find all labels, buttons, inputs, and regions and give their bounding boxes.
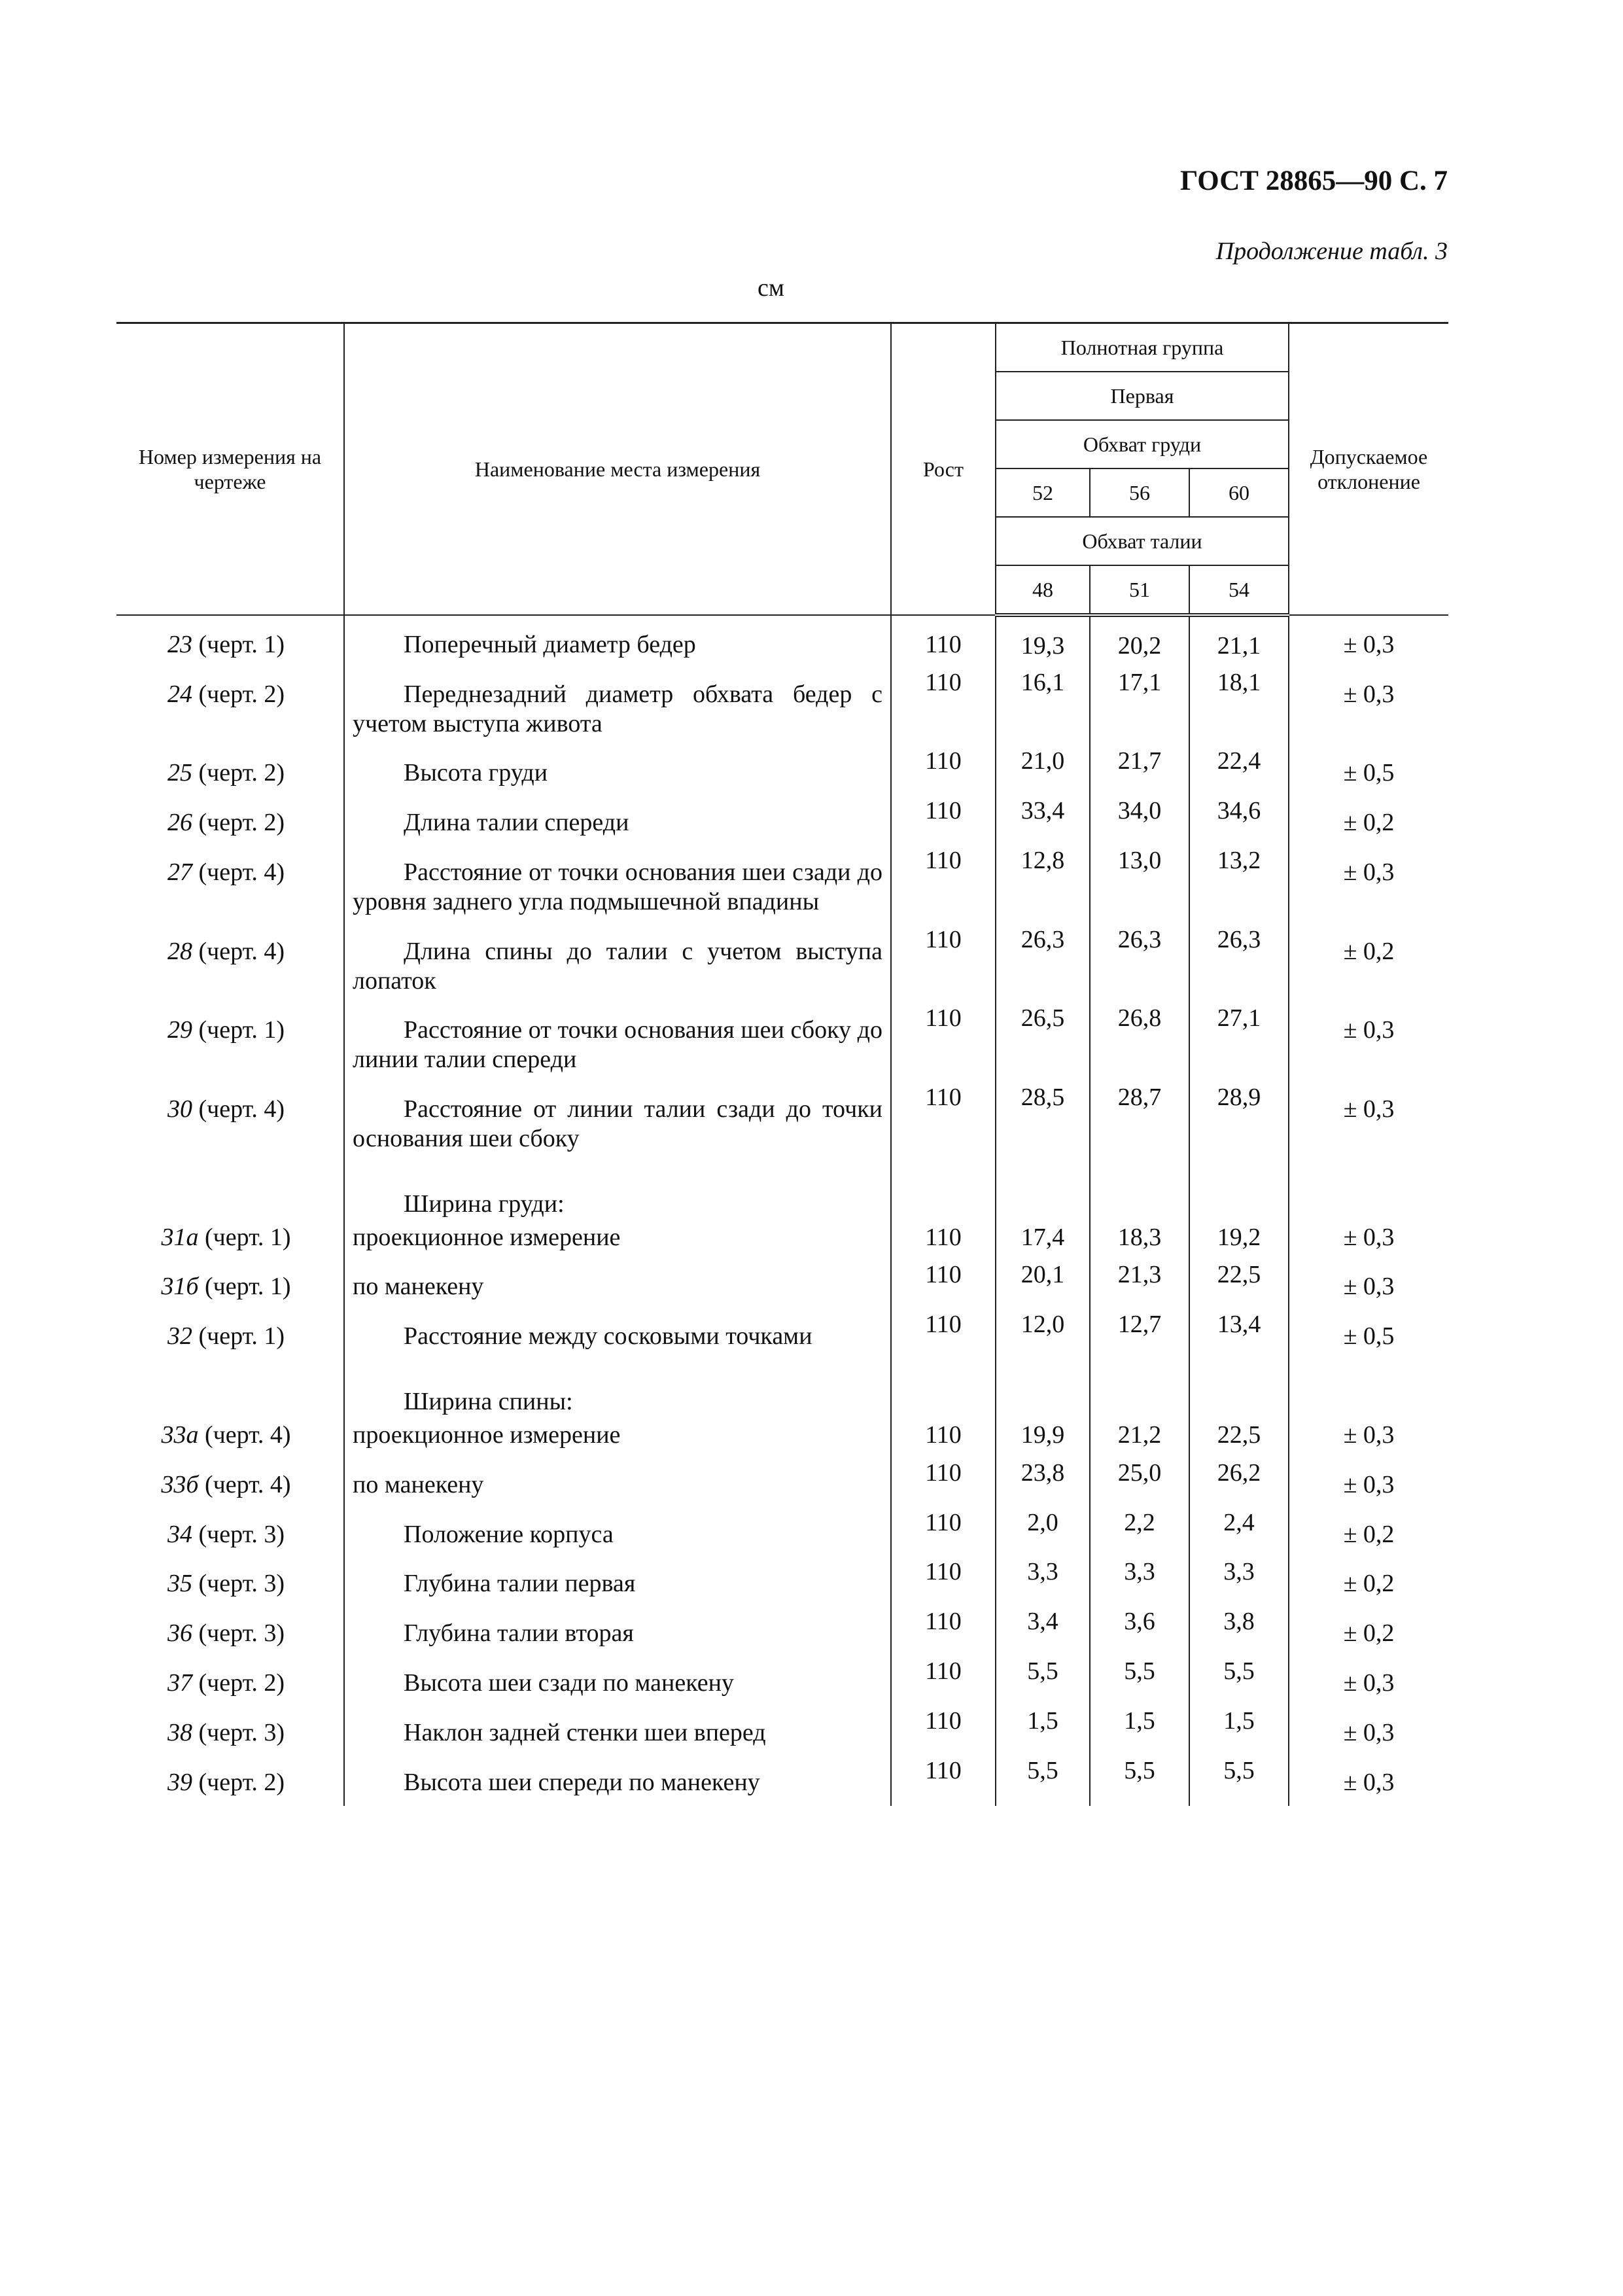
row-tolerance: ± 0,5: [1289, 1310, 1448, 1360]
header-waist-value: 48: [996, 565, 1090, 615]
row-value-2: 20,2: [1090, 615, 1189, 668]
row-number: [116, 1607, 344, 1657]
row-number: [116, 1508, 344, 1558]
measurement-number: 31б: [161, 1273, 199, 1301]
row-value-1: 17,4: [996, 1219, 1090, 1261]
header-chest: Обхват груди: [996, 420, 1289, 468]
row-name: Глубина талии первая: [344, 1557, 891, 1607]
row-value-1: 5,5: [996, 1657, 1090, 1706]
row-value-2: 34,0: [1090, 796, 1189, 846]
row-value-3: 18,1: [1189, 668, 1289, 747]
row-value-1: 33,4: [996, 796, 1090, 846]
row-number: [116, 1310, 344, 1360]
row-value-3: 21,1: [1189, 615, 1289, 668]
row-tolerance: ± 0,3: [1289, 1083, 1448, 1162]
measurement-number: 23: [167, 631, 192, 658]
row-number: [116, 1219, 344, 1261]
row-value-1: 12,0: [996, 1310, 1090, 1360]
row-height: 110: [891, 615, 996, 668]
row-number: [116, 615, 344, 668]
table-row: [116, 925, 1448, 1004]
row-height: 110: [891, 1219, 996, 1261]
row-name: по манекену: [344, 1458, 891, 1508]
row-number: [116, 1706, 344, 1756]
row-number: [116, 1458, 344, 1508]
measurement-number: 31а: [161, 1223, 199, 1251]
row-tolerance: ± 0,3: [1289, 1657, 1448, 1706]
row-height: 110: [891, 1557, 996, 1607]
row-height: 110: [891, 1004, 996, 1083]
measurement-number: 35: [167, 1570, 192, 1598]
row-value-1: 19,3: [996, 615, 1090, 668]
row-value-3: 22,4: [1189, 747, 1289, 796]
row-value-2: 21,2: [1090, 1417, 1189, 1458]
table-body: [116, 615, 1448, 1806]
header-chest-value: 52: [996, 468, 1090, 517]
drawing-ref: (черт. 2): [198, 759, 285, 787]
row-number: [116, 1417, 344, 1458]
table-row: [116, 1557, 1448, 1607]
row-value-2: 13,0: [1090, 846, 1189, 925]
row-value-3: 26,3: [1189, 925, 1289, 1004]
row-height: 110: [891, 668, 996, 747]
row-name: проекционное измерение: [344, 1219, 891, 1261]
drawing-ref: (черт. 2): [198, 809, 285, 837]
drawing-ref: (черт. 2): [198, 680, 285, 708]
table-row: [116, 1706, 1448, 1756]
measurement-number: 39: [167, 1768, 192, 1796]
document-designation: ГОСТ 28865—90 С. 7: [1179, 166, 1448, 196]
row-height: 110: [891, 796, 996, 846]
drawing-ref: (черт. 4): [205, 1470, 291, 1498]
row-number: [116, 1657, 344, 1706]
table-row: [116, 1083, 1448, 1162]
row-number: [116, 747, 344, 796]
row-height: 110: [891, 846, 996, 925]
measurement-number: 25: [167, 759, 192, 787]
row-height: 110: [891, 747, 996, 796]
header-number: Номер измерения на чертеже: [116, 323, 344, 616]
row-name: по манекену: [344, 1260, 891, 1310]
group-heading-row: [116, 1162, 1448, 1219]
row-tolerance: ± 0,3: [1289, 1260, 1448, 1310]
measurement-number: 32: [167, 1322, 192, 1351]
row-value-1: 28,5: [996, 1083, 1090, 1162]
row-name: Положение корпуса: [344, 1508, 891, 1558]
row-value-1: 2,0: [996, 1508, 1090, 1558]
table-row: [116, 1607, 1448, 1657]
row-tolerance: ± 0,3: [1289, 1417, 1448, 1458]
row-height: 110: [891, 1417, 996, 1458]
drawing-ref: (черт. 3): [198, 1520, 285, 1548]
row-name: Глубина талии вторая: [344, 1607, 891, 1657]
header-subgroup: Первая: [996, 372, 1289, 420]
row-height: 110: [891, 1083, 996, 1162]
row-name: Высота шеи сзади по манекену: [344, 1657, 891, 1706]
drawing-ref: (черт. 2): [198, 1768, 285, 1796]
row-tolerance: ± 0,3: [1289, 1219, 1448, 1261]
measurement-number: 26: [167, 809, 192, 837]
row-value-3: 34,6: [1189, 796, 1289, 846]
row-value-1: 20,1: [996, 1260, 1090, 1310]
row-height: 110: [891, 1458, 996, 1508]
row-tolerance: ± 0,2: [1289, 796, 1448, 846]
drawing-ref: (черт. 1): [198, 1016, 285, 1044]
row-tolerance: ± 0,3: [1289, 1756, 1448, 1806]
row-name: проекционное измерение: [344, 1417, 891, 1458]
measurement-number: 33б: [161, 1470, 199, 1498]
header-height: Рост: [891, 323, 996, 616]
row-value-2: 17,1: [1090, 668, 1189, 747]
table-row: [116, 1417, 1448, 1458]
row-value-1: 21,0: [996, 747, 1090, 796]
drawing-ref: (черт. 1): [198, 631, 285, 658]
measurement-number: 37: [167, 1669, 192, 1697]
row-value-2: 21,3: [1090, 1260, 1189, 1310]
row-height: 110: [891, 1657, 996, 1706]
header-tolerance: Допускаемое отклонение: [1289, 323, 1448, 616]
row-number: [116, 1557, 344, 1607]
measurement-number: 27: [167, 858, 192, 887]
row-name: Расстояние между сосковыми точками: [344, 1310, 891, 1360]
drawing-ref: (черт. 4): [204, 1421, 291, 1449]
header-waist-value: 54: [1189, 565, 1289, 615]
row-tolerance: ± 0,3: [1289, 615, 1448, 668]
row-tolerance: ± 0,2: [1289, 925, 1448, 1004]
row-name: Расстояние от точки основания шеи сзади до уровня заднего угла подмышечной впадины: [344, 846, 891, 925]
table-row: [116, 1756, 1448, 1806]
row-tolerance: ± 0,3: [1289, 846, 1448, 925]
row-value-3: 28,9: [1189, 1083, 1289, 1162]
group-title-chest-width: Ширина груди:: [344, 1162, 891, 1219]
row-value-2: 26,8: [1090, 1004, 1189, 1083]
row-tolerance: ± 0,2: [1289, 1508, 1448, 1558]
row-height: 110: [891, 1260, 996, 1310]
row-tolerance: ± 0,2: [1289, 1557, 1448, 1607]
row-value-2: 5,5: [1090, 1657, 1189, 1706]
row-value-2: 1,5: [1090, 1706, 1189, 1756]
table-header: [116, 323, 1448, 616]
drawing-ref: (черт. 1): [204, 1223, 291, 1251]
measurements-table: [116, 322, 1448, 1806]
row-tolerance: ± 0,3: [1289, 1706, 1448, 1756]
group-heading-row: [116, 1360, 1448, 1417]
row-value-3: 5,5: [1189, 1657, 1289, 1706]
row-tolerance: ± 0,3: [1289, 668, 1448, 747]
drawing-ref: (черт. 1): [198, 1322, 285, 1351]
table-continuation-label: Продолжение табл. 3: [1215, 238, 1448, 265]
row-height: 110: [891, 1607, 996, 1657]
row-value-3: 3,8: [1189, 1607, 1289, 1657]
table-row: [116, 615, 1448, 668]
row-number: [116, 796, 344, 846]
measurement-number: 30: [167, 1095, 192, 1123]
row-value-2: 3,6: [1090, 1607, 1189, 1657]
drawing-ref: (черт. 3): [198, 1619, 285, 1648]
row-name: Расстояние от точки основания шеи сбоку до линии талии спереди: [344, 1004, 891, 1083]
table-row: [116, 796, 1448, 846]
row-value-2: 12,7: [1090, 1310, 1189, 1360]
table-row: [116, 668, 1448, 747]
measurement-number: 28: [167, 937, 192, 965]
row-value-3: 1,5: [1189, 1706, 1289, 1756]
row-height: 110: [891, 1706, 996, 1756]
table-row: [116, 1508, 1448, 1558]
drawing-ref: (черт. 3): [198, 1718, 285, 1746]
row-tolerance: ± 0,3: [1289, 1458, 1448, 1508]
row-height: 110: [891, 1756, 996, 1806]
row-number: [116, 1260, 344, 1310]
row-name: Длина талии спереди: [344, 796, 891, 846]
row-value-2: 2,2: [1090, 1508, 1189, 1558]
row-value-3: 13,4: [1189, 1310, 1289, 1360]
row-name: Высота шеи спереди по манекену: [344, 1756, 891, 1806]
row-value-3: 22,5: [1189, 1260, 1289, 1310]
group-title-back-width: Ширина спины:: [344, 1360, 891, 1417]
row-number: [116, 1004, 344, 1083]
row-value-2: 18,3: [1090, 1219, 1189, 1261]
row-name: Длина спины до талии с учетом выступа лопаток: [344, 925, 891, 1004]
row-height: 110: [891, 1508, 996, 1558]
measurement-number: 24: [167, 680, 192, 708]
row-name: Поперечный диаметр бедер: [344, 615, 891, 668]
drawing-ref: (черт. 2): [198, 1669, 285, 1697]
row-number: [116, 1756, 344, 1806]
row-name: Высота груди: [344, 747, 891, 796]
header-waist-value: 51: [1090, 565, 1189, 615]
measurement-number: 33а: [161, 1421, 199, 1449]
row-value-3: 5,5: [1189, 1756, 1289, 1806]
table-row: [116, 1004, 1448, 1083]
row-value-1: 26,5: [996, 1004, 1090, 1083]
row-value-3: 26,2: [1189, 1458, 1289, 1508]
row-value-3: 2,4: [1189, 1508, 1289, 1558]
header-group: Полнотная группа: [996, 323, 1289, 372]
row-value-2: 25,0: [1090, 1458, 1189, 1508]
table-row: [116, 747, 1448, 796]
row-value-1: 5,5: [996, 1756, 1090, 1806]
row-height: 110: [891, 1310, 996, 1360]
row-value-3: 22,5: [1189, 1417, 1289, 1458]
row-name: Расстояние от линии талии сзади до точки основания шеи сбоку: [344, 1083, 891, 1162]
row-value-1: 19,9: [996, 1417, 1090, 1458]
row-value-1: 12,8: [996, 846, 1090, 925]
row-number: [116, 668, 344, 747]
row-number: [116, 846, 344, 925]
row-value-1: 1,5: [996, 1706, 1090, 1756]
row-value-3: 27,1: [1189, 1004, 1289, 1083]
row-tolerance: ± 0,5: [1289, 747, 1448, 796]
row-value-2: 21,7: [1090, 747, 1189, 796]
header-chest-value: 56: [1090, 468, 1189, 517]
drawing-ref: (черт. 4): [198, 858, 285, 887]
measurement-number: 36: [167, 1619, 192, 1648]
header-name: Наименование места измерения: [344, 323, 891, 616]
row-name: Переднезадний диаметр обхвата бедер с учетом выступа живота: [344, 668, 891, 747]
row-value-1: 16,1: [996, 668, 1090, 747]
table-row: [116, 1219, 1448, 1261]
row-value-2: 5,5: [1090, 1756, 1189, 1806]
row-value-1: 23,8: [996, 1458, 1090, 1508]
row-value-1: 3,3: [996, 1557, 1090, 1607]
row-value-1: 3,4: [996, 1607, 1090, 1657]
drawing-ref: (черт. 3): [198, 1570, 285, 1598]
row-tolerance: ± 0,3: [1289, 1004, 1448, 1083]
header-waist: Обхват талии: [996, 517, 1289, 565]
row-value-1: 26,3: [996, 925, 1090, 1004]
measurement-number: 38: [167, 1718, 192, 1746]
row-value-3: 19,2: [1189, 1219, 1289, 1261]
table-row: [116, 846, 1448, 925]
row-value-2: 3,3: [1090, 1557, 1189, 1607]
table-row: [116, 1310, 1448, 1360]
measurement-number: 34: [167, 1520, 192, 1548]
table-row: [116, 1458, 1448, 1508]
row-height: 110: [891, 925, 996, 1004]
measurement-number: 29: [167, 1016, 192, 1044]
row-value-2: 26,3: [1090, 925, 1189, 1004]
drawing-ref: (черт. 4): [198, 1095, 285, 1123]
drawing-ref: (черт. 4): [198, 937, 285, 965]
row-value-2: 28,7: [1090, 1083, 1189, 1162]
row-name: Наклон задней стенки шеи вперед: [344, 1706, 891, 1756]
row-number: [116, 1083, 344, 1162]
row-tolerance: ± 0,2: [1289, 1607, 1448, 1657]
row-number: [116, 925, 344, 1004]
header-chest-value: 60: [1189, 468, 1289, 517]
table-row: [116, 1657, 1448, 1706]
drawing-ref: (черт. 1): [205, 1273, 291, 1301]
unit-label: см: [758, 274, 784, 302]
row-value-3: 3,3: [1189, 1557, 1289, 1607]
table-row: [116, 1260, 1448, 1310]
row-value-3: 13,2: [1189, 846, 1289, 925]
